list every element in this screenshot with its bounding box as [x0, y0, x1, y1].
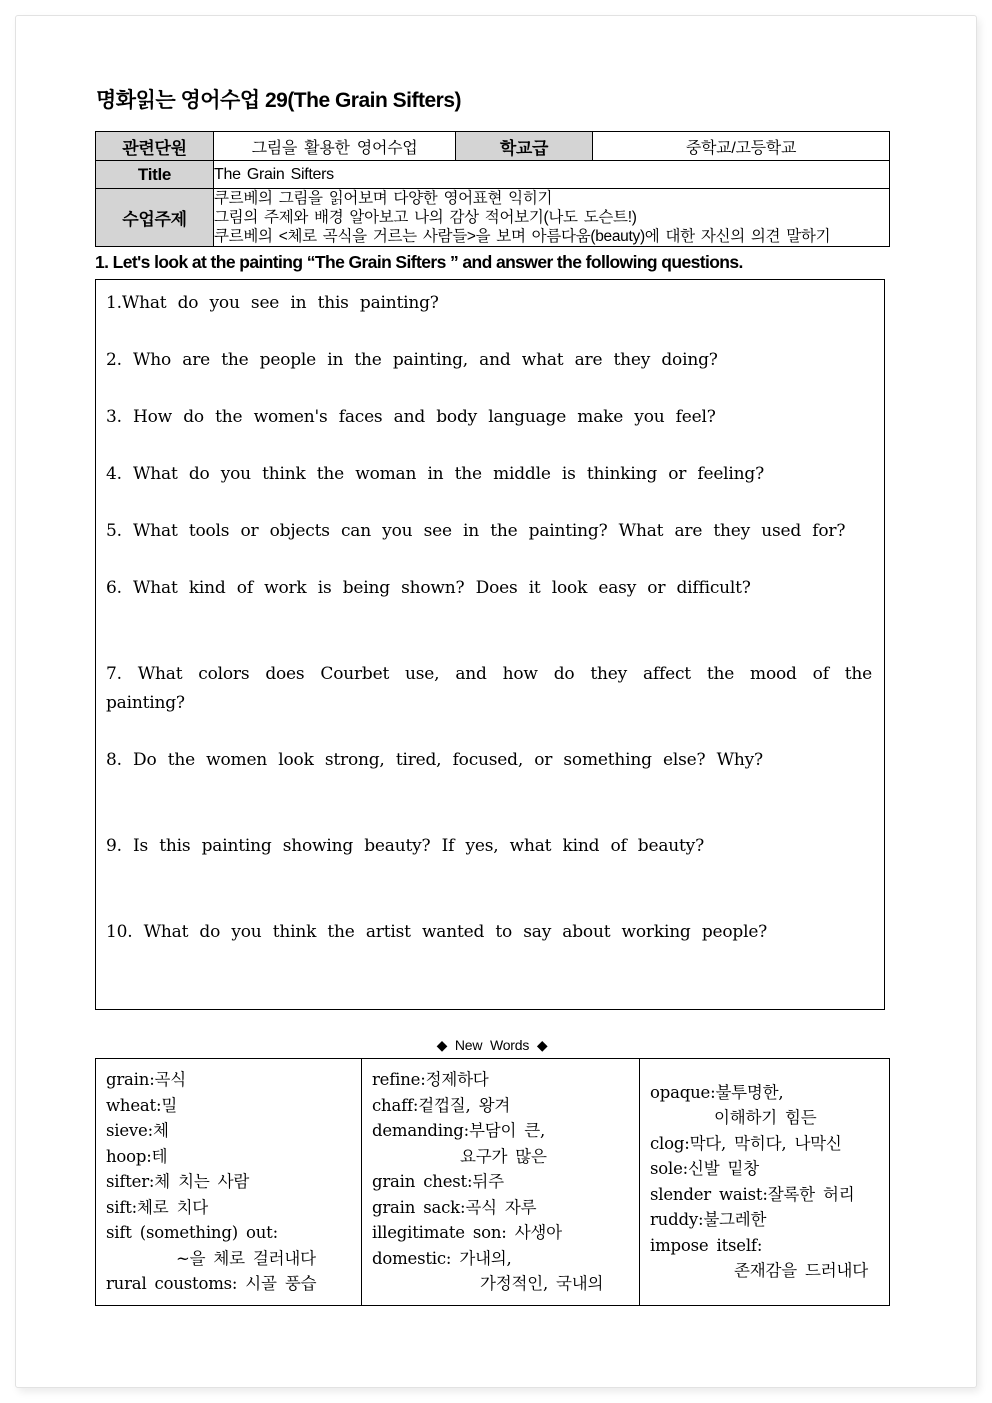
question-1: 1.What do you see in this painting?: [106, 293, 439, 313]
title-value: The Grain Sifters: [214, 161, 890, 189]
vocab-entry: demanding:부담이 큰,: [372, 1121, 546, 1140]
vocabulary-table: [95, 1058, 890, 1306]
vocab-entry: sole:신발 밑창: [650, 1159, 760, 1179]
question-10: 10. What do you think the artist wanted to say about working people?: [106, 922, 768, 942]
section-heading: 1. Let's look at the painting “The Grain Sifters ” and answer the following questions.: [95, 252, 743, 272]
vocab-entry: refine:정제하다: [372, 1070, 489, 1089]
vocab-entry: grain sack:곡식 자루: [372, 1197, 537, 1217]
vocab-entry: ruddy:불그레한: [650, 1210, 767, 1230]
vocab-entry: chaff:겉껍질, 왕겨: [372, 1095, 511, 1115]
question-6: 6. What kind of work is being shown? Does it look easy or difficult?: [106, 578, 751, 598]
vocab-entry: clog:막다, 막히다, 나막신: [650, 1133, 842, 1153]
question-8: 8. Do the women look strong, tired, focused, or something else? Why?: [106, 750, 763, 770]
vocab-column-2: [362, 1059, 640, 1306]
topic-line-1: 쿠르베의 그림을 읽어보며 다양한 영어표현 익히기: [214, 190, 553, 207]
related-unit-value: 그림을 활용한 영어수업: [214, 132, 456, 161]
vocab-column-3: [640, 1059, 890, 1306]
vocab-entry: sifter:체 치는 사람: [106, 1172, 250, 1191]
school-level-label: 학교급: [456, 132, 593, 161]
lesson-info-table: [95, 131, 890, 247]
question-2: 2. Who are the people in the painting, and what are they doing?: [106, 350, 718, 370]
worksheet-page: [15, 15, 977, 1388]
topic-label: 수업주제: [96, 189, 214, 247]
vocab-entry-continuation: 존재감을 드러내다: [734, 1261, 868, 1281]
vocab-entry: sieve:체: [106, 1121, 169, 1140]
vocab-column-1: [96, 1059, 362, 1306]
vocab-entry-continuation: 요구가 많은: [460, 1146, 547, 1166]
vocab-entry: rural coustoms: 시골 풍습: [106, 1274, 317, 1293]
vocab-entry: sift (something) out:: [106, 1223, 278, 1242]
vocab-entry: hoop:테: [106, 1146, 168, 1166]
school-level-value: 중학교/고등학교: [593, 132, 890, 161]
question-5: 5. What tools or objects can you see in the painting? What are they used for?: [106, 521, 846, 541]
table-row: [96, 189, 890, 247]
vocab-entry: impose itself:: [650, 1235, 763, 1255]
title-label: Title: [96, 161, 214, 189]
topic-value: [214, 189, 890, 247]
vocab-entry: sift:체로 치다: [106, 1197, 209, 1217]
worksheet-content: [95, 89, 889, 1306]
vocab-entry: grain chest:뒤주: [372, 1172, 504, 1191]
new-words-heading: ◆ New Words ◆: [436, 1037, 548, 1053]
question-7: 7. What colors does Courbet use, and how do they affect the mood of the painting?: [106, 664, 872, 713]
table-row: [96, 161, 890, 189]
vocab-entry: wheat:밀: [106, 1095, 178, 1115]
vocab-entry-continuation: 이해하기 힘든: [714, 1108, 817, 1128]
vocab-entry: illegitimate son: 사생아: [372, 1223, 562, 1242]
questions-box: [95, 279, 885, 1010]
vocab-entry-continuation: 가정적인, 국내의: [480, 1274, 604, 1293]
table-row: [96, 132, 890, 161]
related-unit-label: 관련단원: [96, 132, 214, 161]
page-title: 명화읽는 영어수업 29(The Grain Sifters): [96, 89, 462, 112]
vocab-entry: opaque:불투명한,: [650, 1082, 784, 1102]
topic-line-2: 그림의 주제와 배경 알아보고 나의 감상 적어보기(나도 도슨트!): [214, 209, 637, 226]
question-3: 3. How do the women's faces and body language make you feel?: [106, 407, 716, 427]
question-9: 9. Is this painting showing beauty? If yes, what kind of beauty?: [106, 836, 704, 856]
vocab-entry: slender waist:잘록한 허리: [650, 1184, 855, 1204]
vocab-entry-continuation: ~을 체로 걸러내다: [176, 1248, 316, 1268]
table-row: [96, 1059, 890, 1306]
vocab-entry: grain:곡식: [106, 1070, 187, 1089]
question-4: 4. What do you think the woman in the middle is thinking or feeling?: [106, 464, 764, 484]
vocab-entry: domestic: 가내의,: [372, 1248, 512, 1268]
topic-line-3: 쿠르베의 <체로 곡식을 거르는 사람들>을 보며 아름다움(beauty)에 대한 자신의 의견 말하기: [214, 228, 831, 245]
